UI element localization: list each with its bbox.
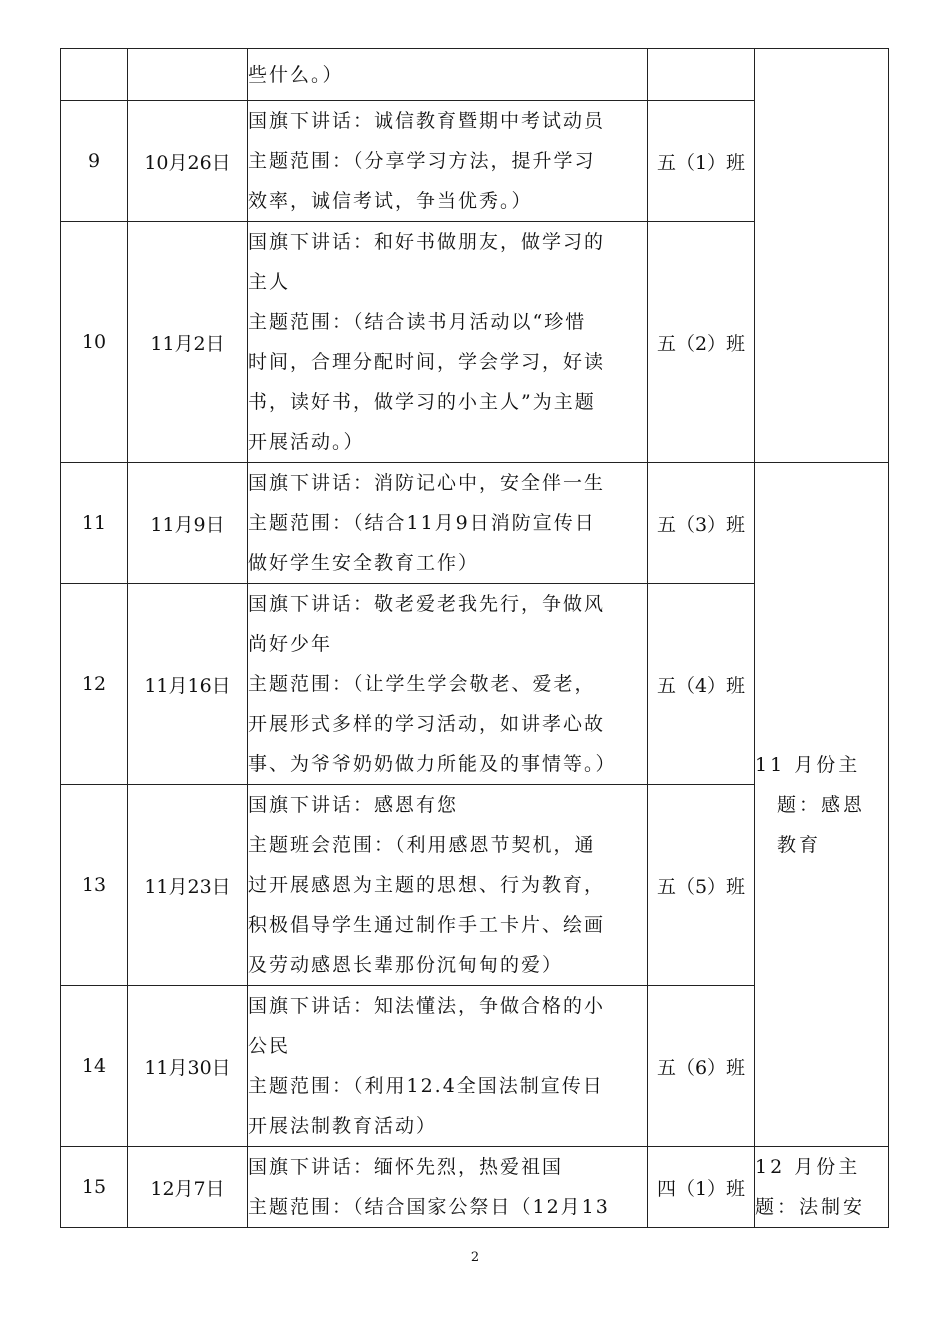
row-date: 11月23日 bbox=[128, 785, 248, 986]
content-line: 国旗下讲话：知法懂法，争做合格的小 bbox=[248, 995, 606, 1017]
content-line: 开展法制教育活动） bbox=[248, 1115, 438, 1137]
row-class: 五（3）班 bbox=[648, 463, 755, 584]
content-line: 主人 bbox=[248, 271, 291, 293]
table-row bbox=[61, 463, 889, 584]
row-date: 11月16日 bbox=[128, 584, 248, 785]
content-line: 主题范围：（结合国家公祭日（12月13 bbox=[248, 1196, 610, 1218]
row-class bbox=[648, 49, 755, 101]
content-line: 国旗下讲话：缅怀先烈，热爱祖国 bbox=[248, 1156, 564, 1178]
schedule-table bbox=[60, 48, 889, 1228]
content-line: 国旗下讲话：感恩有您 bbox=[248, 794, 459, 816]
content-line: 主题范围：（结合读书月活动以“珍惜 bbox=[248, 311, 587, 333]
theme-cell-november bbox=[755, 463, 889, 1147]
row-content bbox=[248, 785, 648, 986]
theme-cell-october bbox=[755, 49, 889, 463]
row-content bbox=[248, 49, 648, 101]
row-content bbox=[248, 584, 648, 785]
content-line: 事、为爷爷奶奶做力所能及的事情等。） bbox=[248, 753, 617, 775]
row-date: 11月30日 bbox=[128, 986, 248, 1147]
theme-line: 11 月份主 bbox=[755, 753, 861, 776]
content-line: 主题范围：（让学生学会敬老、爱老， bbox=[248, 673, 596, 695]
theme-line: 12 月份主 bbox=[755, 1156, 861, 1178]
content-line: 尚好少年 bbox=[248, 633, 333, 655]
content-line: 些什么。） bbox=[248, 63, 344, 86]
theme-line: 教育 bbox=[777, 833, 822, 856]
row-date: 11月2日 bbox=[128, 222, 248, 463]
content-line: 及劳动感恩长辈那份沉甸甸的爱） bbox=[248, 954, 564, 976]
row-class: 五（6）班 bbox=[648, 986, 755, 1147]
row-number: 9 bbox=[61, 101, 128, 222]
content-line: 过开展感恩为主题的思想、行为教育， bbox=[248, 874, 606, 896]
row-number: 14 bbox=[61, 986, 128, 1147]
page-number: 2 bbox=[470, 1250, 480, 1265]
content-line: 主题班会范围：（利用感恩节契机，通 bbox=[248, 834, 596, 856]
content-line: 积极倡导学生通过制作手工卡片、绘画 bbox=[248, 914, 606, 936]
row-content bbox=[248, 101, 648, 222]
content-line: 书，读好书，做学习的小主人”为主题 bbox=[248, 391, 596, 413]
theme-line: 题：感恩 bbox=[777, 793, 866, 816]
content-line: 国旗下讲话：诚信教育暨期中考试动员 bbox=[248, 110, 606, 132]
content-line: 做好学生安全教育工作） bbox=[248, 552, 480, 574]
content-line: 开展活动。） bbox=[248, 431, 365, 453]
row-class: 五（4）班 bbox=[648, 584, 755, 785]
row-number bbox=[61, 49, 128, 101]
content-line: 国旗下讲话：消防记心中，安全伴一生 bbox=[248, 472, 606, 494]
table-row bbox=[61, 49, 889, 101]
row-content bbox=[248, 463, 648, 584]
content-line: 国旗下讲话：和好书做朋友，做学习的 bbox=[248, 231, 606, 253]
row-number: 12 bbox=[61, 584, 128, 785]
content-line: 开展形式多样的学习活动，如讲孝心故 bbox=[248, 713, 606, 735]
content-line: 主题范围：（结合11月9日消防宣传日 bbox=[248, 512, 596, 534]
content-line: 国旗下讲话：敬老爱老我先行，争做风 bbox=[248, 593, 606, 615]
row-date: 12月7日 bbox=[128, 1147, 248, 1228]
row-number: 15 bbox=[61, 1147, 128, 1228]
content-line: 时间，合理分配时间，学会学习，好读 bbox=[248, 351, 606, 373]
content-line: 主题范围：（利用12.4全国法制宣传日 bbox=[248, 1075, 604, 1097]
row-number: 11 bbox=[61, 463, 128, 584]
row-class: 五（1）班 bbox=[648, 101, 755, 222]
content-line: 效率，诚信考试，争当优秀。） bbox=[248, 190, 533, 212]
content-line: 主题范围：（分享学习方法，提升学习 bbox=[248, 150, 596, 172]
theme-line: 题：法制安 bbox=[755, 1196, 866, 1218]
row-number: 13 bbox=[61, 785, 128, 986]
row-class: 四（1）班 bbox=[648, 1147, 755, 1228]
row-class: 五（5）班 bbox=[648, 785, 755, 986]
theme-cell-december bbox=[755, 1147, 889, 1228]
row-date: 11月9日 bbox=[128, 463, 248, 584]
row-class: 五（2）班 bbox=[648, 222, 755, 463]
row-date bbox=[128, 49, 248, 101]
row-content bbox=[248, 1147, 648, 1228]
table-row bbox=[61, 1147, 889, 1228]
content-line: 公民 bbox=[248, 1035, 291, 1057]
row-date: 10月26日 bbox=[128, 101, 248, 222]
row-number: 10 bbox=[61, 222, 128, 463]
row-content bbox=[248, 986, 648, 1147]
row-content bbox=[248, 222, 648, 463]
